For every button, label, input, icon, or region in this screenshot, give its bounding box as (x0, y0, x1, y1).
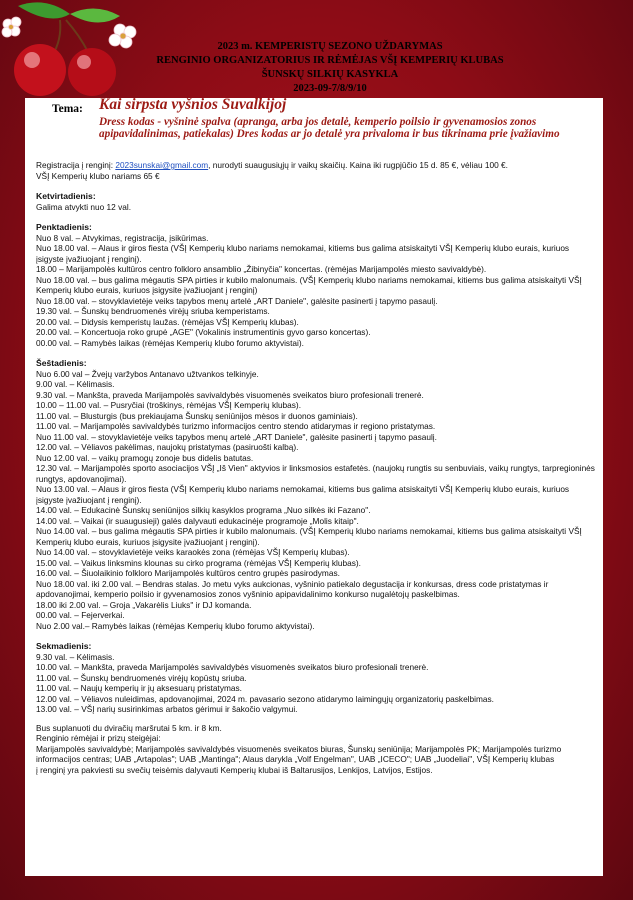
event-program (36, 160, 596, 775)
schedule-item: 11.00 val. – Naujų kemperių ir jų aksesuarų pristatymas. (36, 683, 242, 693)
header-location: ŠUNSKŲ SILKIŲ KASYKLA (261, 69, 399, 80)
schedule-item: Nuo 18.00 val. – bus galima mėgautis SPA pirties ir kubilo malonumais. (VŠĮ Kemperių klubo nariams nemokamai, kitiems bus galima atsiskaityti VŠĮ Kemperių klubo eurais, kuriuos įsigysite įvažiuojant į renginį) (36, 274, 582, 295)
dress-code-description: Dress kodas - vyšninė spalva (apranga, arba jos detalė, kemperio poilsio ir gyvenamosios zonos apipavidalinimas, patiekalas) Dres kodas ar jo detalė yra privaloma ir bus tikrinama prie įvažiavimo (99, 116, 560, 140)
schedule-item: Nuo 13.00 val. – Alaus ir giros fiesta (VŠĮ Kemperių klubo nariams nemokamai, kitiems bus galima atsiskaityti VŠĮ Kemperių klubo eurais, kuriuos įsigyste įvažiuojant į renginį). (36, 484, 570, 505)
footer-line: Bus suplanuoti du dviračių maršrutai 5 km. ir 8 km. (36, 722, 222, 733)
leaf-icon (70, 8, 120, 22)
registration-line: Registracija į renginį: 2023sunskai@gmail.com, nurodyti suaugusiųjų ir vaikų skaičių. Kaina iki rugpjūčio 15 d. 85 €, vėliau 100 €. (36, 160, 508, 170)
schedule-item: 12.30 val. – Marijampolės sporto asociacijos VŠĮ „Iš Vien" aktyvios ir linksmosios estafetės. (naujokų rungtis su senbuviais, vaikų rungtys, tarpregioninės rungtys, apdovanojimai). (36, 463, 595, 484)
registration-email-link[interactable]: 2023sunskai@gmail.com (115, 160, 209, 170)
footer-line: Marijampolės savivaldybė; Marijampolės savivaldybės visuomenės sveikatos biuras, Šunskų seniūnija; Marijampolės PK; Marijampolės turizmo informacijos centras; UAB „Artapolas"; UAB „Mantinga"; Alaus darykla „Volf Engelman", UAB „ICECO"; UAB „Juodeliai", VŠĮ Kemperių klubas (36, 743, 562, 764)
theme-title: Kai sirpsta vyšnios Suvalkijoj (99, 96, 287, 113)
schedule-item: 11.00 val. – Marijampolės savivaldybės turizmo informacijos centro stendo atidarymas ir regiono pristatymas. (36, 421, 436, 431)
section-title: Penktadienis: (36, 222, 92, 232)
schedule-item: Nuo 2.00 val.– Ramybės laikas (rėmėjas Kemperių klubo forumo aktyvistai). (36, 620, 315, 631)
schedule-item: Nuo 18.00 val. – Alaus ir giros fiesta (VŠĮ Kemperių klubo nariams nemokamai, kitiems bus galima atsiskaityti VŠĮ Kemperių klubo eurais, kuriuos įsigyste įvažiuojant į renginį). (36, 243, 570, 264)
footer-line: Renginio rėmėjai ir prizų steigėjai: (36, 733, 161, 743)
schedule-item: 19.30 val. – Šunskų bendruomenės virėjų sriuba kemperistams. (36, 306, 270, 316)
schedule-item: 20.00 val. – Didysis kemperistų laužas. (rėmėjas VŠĮ Kemperių klubas). (36, 316, 299, 327)
header-organizer: RENGINIO ORGANIZATORIUS IR RĖMĖJAS VŠĮ KEMPERIŲ KLUBAS (156, 55, 504, 66)
section-title: Sekmadienis: (36, 641, 92, 651)
schedule-item: 12.00 val. – Vėliavos pakėlimas, naujokų pristatymas (pasiruošti kalbą). (36, 442, 299, 452)
footer-notes (36, 723, 596, 776)
blossom-icon (2, 17, 21, 37)
schedule-item: 10.00 val. – Mankšta, praveda Marijampolės savivaldybės visuomenės sveikatos biuro profesionali trenerė. (36, 662, 429, 672)
schedule-item: 16.00 val. – Šiuolaikinio folkloro Marijampolės kultūros centro grupės pasirodymas. (36, 568, 340, 578)
schedule-item: 18.00 iki 2.00 val. – Groja „Vakarėlis Liuks" ir DJ komanda. (36, 599, 252, 610)
schedule-item: 14.00 val. – Vaikai (ir suaugusieji) galės dalyvauti edukacinėje programoje „Molis kitaip". (36, 515, 359, 526)
footer-line: į renginį yra pakviesti su svečių teisėmis dalyvauti Kemperių klubai iš Baltarusijos, Lenkijos, Latvijos, Estijos. (36, 764, 433, 775)
schedule-item: 12.00 val. – Vėliavos nuleidimas, apdovanojimai, 2024 m. pavasario sezono atidarymo laimingųjų organizatorių paskelbimas. (36, 693, 494, 704)
cherry-decoration-icon (0, 0, 150, 100)
schedule-section (36, 222, 596, 348)
schedule-item: 10.00 – 11.00 val. – Pusryčiai (troškinys, rėmėjas VŠĮ Kemperių klubas). (36, 400, 302, 410)
schedule-item: 14.00 val. – Edukacinė Šunskų seniūnijos silkių kasyklos programa „Nuo silkės iki Fazano". (36, 505, 371, 515)
schedule-item: Nuo 18.00 val. – stovyklavietėje veiks tapybos menų artelė „ART Daniele", galėsite pasinerti į tapymo pasaulį. (36, 295, 438, 306)
schedule-item: Galima atvykti nuo 12 val. (36, 201, 131, 212)
schedule-item: 00.00 val. – Ramybės laikas (rėmėjas Kemperių klubo forumo aktyvistai). (36, 337, 304, 348)
header-title: 2023 m. KEMPERISTŲ SEZONO UŽDARYMAS (217, 41, 443, 52)
schedule-section (36, 358, 596, 631)
schedule-section (36, 641, 596, 715)
schedule-item: Nuo 12.00 val. – vaikų pramogų zonoje bus didelis batutas. (36, 452, 254, 463)
member-price: VŠĮ Kemperių klubo nariams 65 € (36, 170, 160, 181)
schedule-item: Nuo 18.00 val. iki 2.00 val. – Bendras stalas. Jo metu vyks aukcionas, vyšninio patiekalo degustacija ir konkursas, dress code pristatymas ir apdovanojimai, kemperio poilsio ir gyvenamosios zonos vyšninio apipavidalinimo konkurso nugalėtojų paskelbimas. (36, 578, 549, 599)
schedule-item: Nuo 14.00 val. – bus galima mėgautis SPA pirties ir kubilo malonumais. (VŠĮ Kemperių klubo nariams nemokamai, kitiems bus galima atsiskaityti VŠĮ Kemperių klubo eurais, kuriuos įsigysite įvažiuojant į renginį). (36, 526, 582, 547)
blossom-icon (109, 24, 136, 48)
header-dates: 2023-09-7/8/9/10 (293, 83, 367, 94)
event-header (150, 40, 510, 96)
schedule-item: 9.30 val. – Kėlimasis. (36, 651, 115, 662)
schedule-item: 9.00 val. – Kėlimasis. (36, 379, 115, 389)
schedule-item: 13.00 val. – VŠĮ narių susirinkimas arbatos gėrimui ir šakočio valgymui. (36, 704, 298, 714)
schedule-item: 9.30 val. – Mankšta, praveda Marijampolės savivaldybės visuomenės sveikatos biuro profesionali trenerė. (36, 389, 424, 400)
schedule-item: 18.00 – Marijampolės kultūros centro folkloro ansamblio „Žibinyčia" koncertas. (rėmėjas Marijampolės miesto savivaldybė). (36, 264, 487, 274)
schedule-item: 20.00 val. – Koncertuoja roko grupė „AGE" (Vokalinis instrumentinis gyvo garso koncertas). (36, 327, 371, 337)
cherry-icon (14, 44, 66, 96)
theme-label: Tema: (52, 103, 83, 115)
schedule-item: Nuo 8 val. – Atvykimas, registracija, įsikūrimas. (36, 232, 209, 243)
schedule-item: Nuo 14.00 val. – stovyklavietėje veiks karaokės zona (rėmėjas VŠĮ Kemperių klubas). (36, 547, 350, 557)
leaf-icon (18, 2, 70, 18)
schedule-sections (36, 191, 596, 715)
schedule-section (36, 191, 596, 212)
schedule-item: 00.00 val. – Fejerverkai. (36, 610, 125, 620)
schedule-item: 15.00 val. – Vaikus linksmins klounas su cirko programa (rėmėjas VŠĮ Kemperių klubas). (36, 557, 361, 568)
schedule-item: Nuo 6.00 val – Žvejų varžybos Antanavo užtvankos telkinyje. (36, 368, 259, 379)
section-title: Šeštadienis: (36, 358, 87, 368)
cherry-icon (68, 48, 116, 96)
schedule-item: 11.00 val. – Blusturgis (bus prekiaujama Šunskų seniūnijos mėsos ir duonos gaminiais). (36, 410, 358, 421)
schedule-item: 11.00 val. – Šunskų bendruomenės virėjų kopūstų sriuba. (36, 672, 247, 683)
schedule-item: Nuo 11.00 val. – stovyklavietėje veiks tapybos menų artelė „ART Daniele", galėsite pasinerti į tapymo pasaulį. (36, 431, 437, 442)
section-title: Ketvirtadienis: (36, 191, 96, 201)
